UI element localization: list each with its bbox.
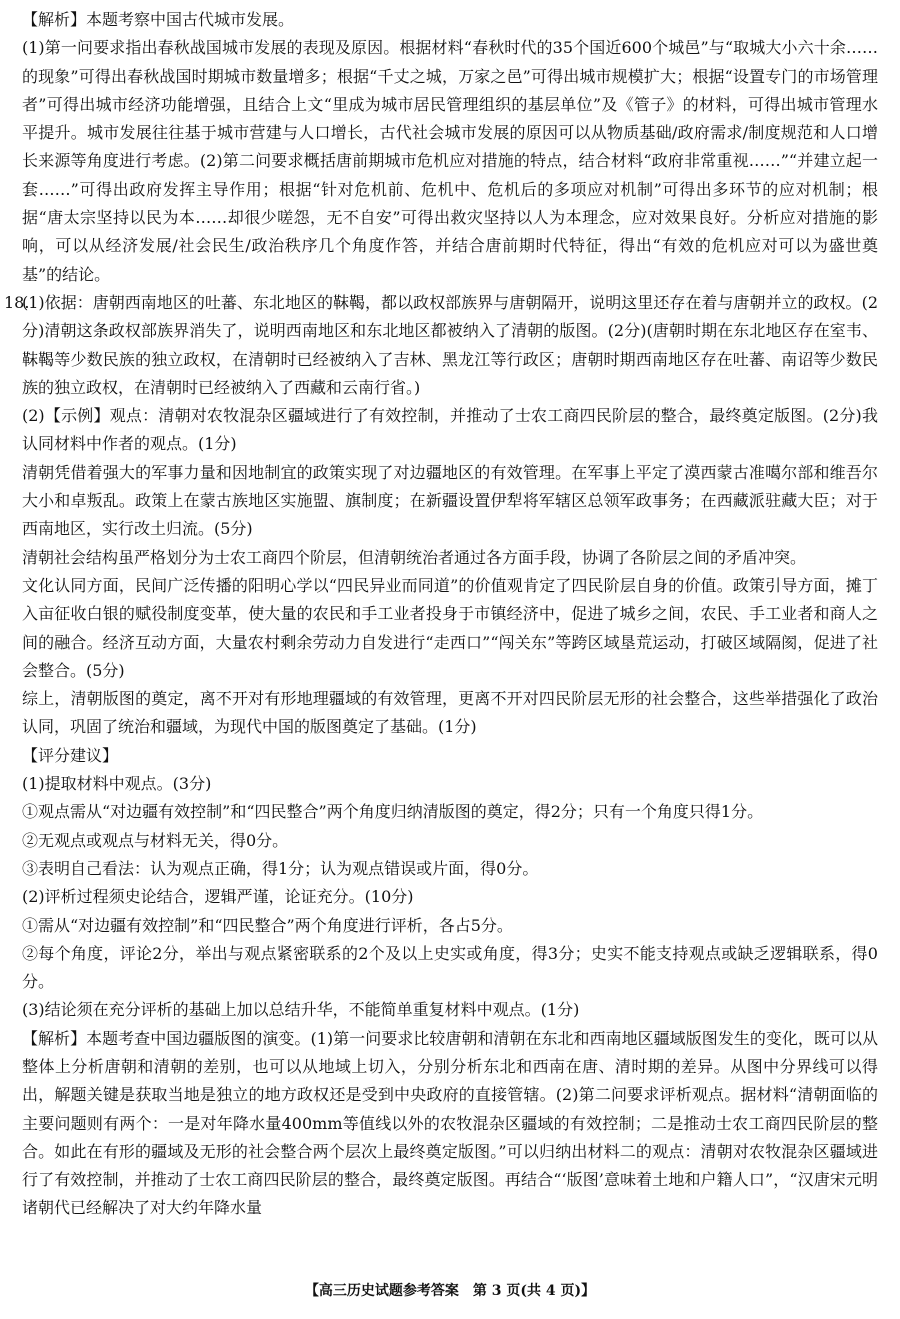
analysis-heading-17: 【解析】本题考察中国古代城市发展。 (22, 10, 295, 29)
q18-part2-social-structure: 清朝社会结构虽严格划分为士农工商四个阶层，但清朝统治者通过各方面手段，协调了各阶层之间的矛盾冲突。 (22, 547, 807, 567)
scoring-item-1-a: ①观点需从“对边疆有效控制”和“四民整合”两个角度归纳清版图的奠定，得2分；只有一个角度只得1分。 (22, 802, 764, 822)
scoring-item-2-b: ②每个角度，评论2分，举出与观点紧密联系的2个及以上史实或角度，得3分；史实不能支持观点或缺乏逻辑联系，得0分。 (22, 943, 878, 992)
question-18-number: 18. (4, 292, 30, 312)
scoring-heading: 【评分建议】 (22, 745, 119, 765)
q18-part2-integration: 文化认同方面，民间广泛传播的阳明心学以“四民异业而同道”的价值观肯定了四民阶层自身的价值。政策引导方面，摊丁入亩征收白银的赋役制度变革，使大量的农民和手工业者投身于市镇经济中，促进了城乡之间，农民、手工业者和商人之间的融合。经济互动方面，大量农村剩余劳动力自发进行“走西口”“闯关东”等跨区域垦荒运动，打破区域隔阂，促进了社会整合。(5分) (22, 575, 878, 680)
q18-part2-military-policy: 清朝凭借着强大的军事力量和因地制宜的政策实现了对边疆地区的有效管理。在军事上平定了漠西蒙古准噶尔部和维吾尔大小和卓叛乱。政策上在蒙古族地区实施盟、旗制度；在新疆设置伊犁将军辖区总领军政事务；在西藏派驻藏大臣；对于西南地区，实行改土归流。(5分) (22, 462, 878, 539)
q18-part2-example: (2)【示例】观点：清朝对农牧混杂区疆域进行了有效控制，并推动了士农工商四民阶层的整合，最终奠定版图。(2分)我认同材料中作者的观点。(1分) (22, 406, 878, 454)
scoring-item-2: (2)评析过程须史论结合，逻辑严谨，论证充分。(10分) (22, 887, 414, 907)
q18-part2-conclusion: 综上，清朝版图的奠定，离不开对有形地理疆域的有效管理，更离不开对四民阶层无形的社会整合，这些举措强化了政治认同，巩固了统治和疆域，为现代中国的版图奠定了基础。(1分) (22, 689, 878, 737)
page-footer: 【高三历史试题参考答案 第 3 页(共 4 页)】 (304, 1282, 596, 1299)
analysis-18-body: 【解析】本题考查中国边疆版图的演变。(1)第一问要求比较唐朝和清朝在东北和西南地区疆域版图发生的变化，既可以从整体上分析唐朝和清朝的差别，也可以从地域上切入，分别分析东北和西南在唐、清时期的差异。从图中分界线可以得出，解题关键是获取当地是独立的地方政权还是受到中央政府的直接管辖。(2)第二问要求评析观点。据材料“清朝面临的主要问题则有两个：一是对年降水量400mm等值线以外的农牧混杂区疆域的有效控制；二是推动士农工商四民阶层的整合。如此在有形的疆域及无形的社会整合两个层次上最终奠定版图。”可以归纳出材料二的观点：清朝对农牧混杂区疆域进行了有效控制，并推动了士农工商四民阶层的整合，最终奠定版图。再结合“‘版图’意味着土地和户籍人口”，“汉唐宋元明诸朝代已经解决了对大约年降水量 (22, 1028, 878, 1218)
scoring-item-1: (1)提取材料中观点。(3分) (22, 774, 212, 794)
q18-part1-answer: (1)依据：唐朝西南地区的吐蕃、东北地区的靺鞨，都以政权部族界与唐朝隔开，说明这里还存在着与唐朝并立的政权。(2分)清朝这条政权部族界消失了，说明西南地区和东北地区都被纳入了清朝的版图。(2分)(唐朝时期在东北地区存在室韦、靺鞨等少数民族的独立政权，在清朝时已经被纳入了吉林、黑龙江等行政区；唐朝时期西南地区存在吐蕃、南诏等少数民族的独立政权，在清朝时已经被纳入了西藏和云南行省。) (22, 292, 878, 397)
scoring-item-1-c: ③表明自己看法：认为观点正确，得1分；认为观点错误或片面，得0分。 (22, 858, 539, 878)
analysis-17-body: (1)第一问要求指出春秋战国城市发展的表现及原因。根据材料“春秋时代的35个国近600个城邑”与“取城大小六十余……的现象”可得出春秋战国时期城市数量增多；根据“千丈之城，万家之邑”可得出城市规模扩大；根据“设置专门的市场管理者”可得出城市经济功能增强，且结合上文“里成为城市居民管理组织的基层单位”及《管子》的材料，可得出城市管理水平提升。城市发展往往基于城市营建与人口增长，古代社会城市发展的原因可以从物质基础/政府需求/制度规范和人口增长来源等角度进行考虑。(2)第二问要求概括唐前期城市危机应对措施的特点，结合材料“政府非常重视……”“并建立起一套……”可得出政府发挥主导作用；根据“针对危机前、危机中、危机后的多项应对机制”可得出多环节的应对机制；根据“唐太宗坚持以民为本……却很少嗟怨，无不自安”可得出救灾坚持以人为本理念，应对效果良好。分析应对措施的影响，可以从经济发展/社会民生/政治秩序几个角度作答，并结合唐前期时代特征，得出“有效的危机应对可以为盛世奠基”的结论。 (22, 38, 878, 284)
scoring-item-3: (3)结论须在充分评析的基础上加以总结升华，不能简单重复材料中观点。(1分) (22, 1000, 580, 1020)
scoring-item-1-b: ②无观点或观点与材料无关，得0分。 (22, 830, 289, 850)
question-18-block (4, 289, 878, 402)
scoring-item-2-a: ①需从“对边疆有效控制”和“四民整合”两个角度进行评析，各占5分。 (22, 915, 513, 935)
